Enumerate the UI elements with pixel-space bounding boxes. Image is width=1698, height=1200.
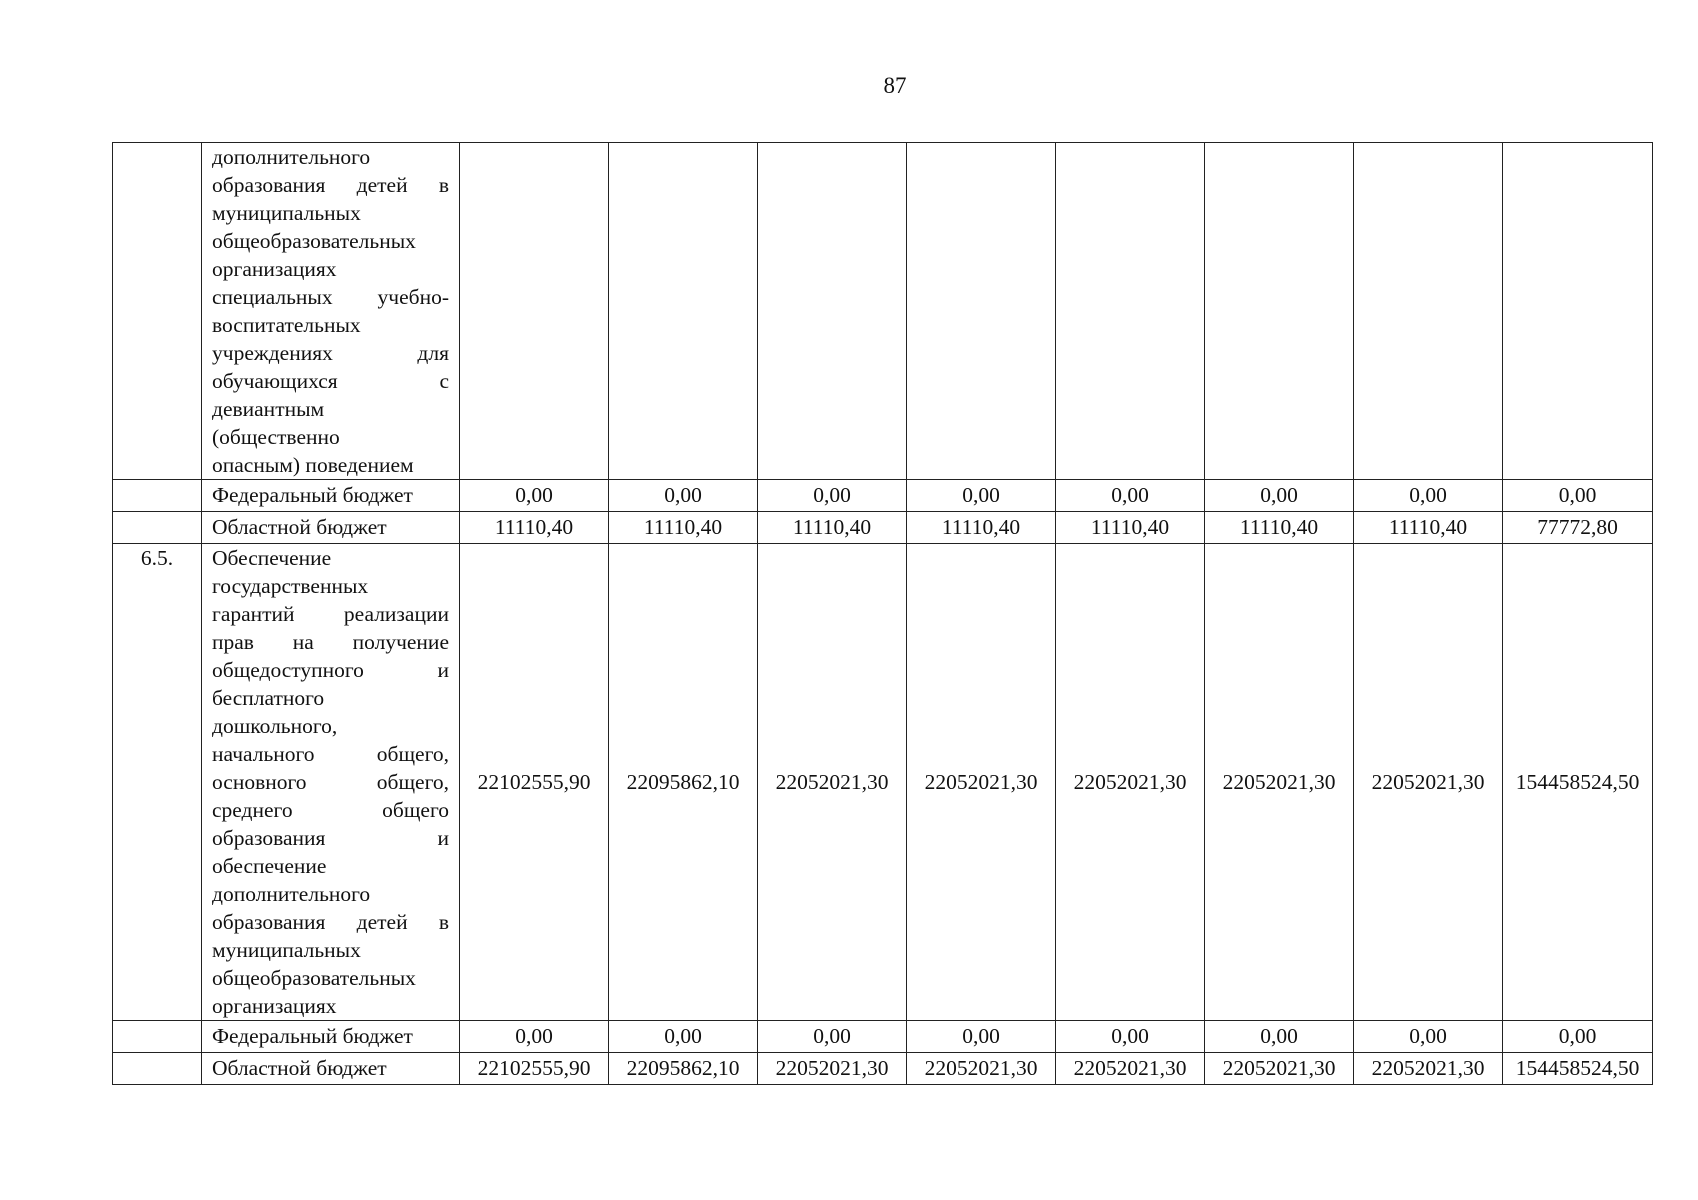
table-row-funding-source: [113, 1053, 1653, 1085]
budget-table: [112, 142, 1653, 1085]
amount-cell: 22052021,30: [907, 1053, 1056, 1085]
description-line: среднего общего: [212, 798, 449, 822]
description-text: [212, 544, 449, 1020]
amount-cell: 0,00: [609, 1021, 758, 1053]
description-line: Обеспечение: [212, 546, 332, 570]
description-text: [212, 143, 449, 479]
description-line: государственных: [212, 574, 369, 598]
description-line: опасным) поведением: [212, 453, 414, 477]
description-line: дошкольного,: [212, 714, 338, 738]
description-line: воспитательных: [212, 313, 361, 337]
amount-cell: 11110,40: [460, 512, 609, 544]
amount-cell: 22052021,30: [1354, 544, 1503, 1021]
amount-cell: 22052021,30: [907, 544, 1056, 1021]
amount-cell: [1205, 143, 1354, 480]
amount-cell: 77772,80: [1503, 512, 1653, 544]
amount-cell: 22102555,90: [460, 544, 609, 1021]
table-row-program-item: [113, 544, 1653, 1021]
amount-cell: 0,00: [907, 480, 1056, 512]
description-line: организациях: [212, 257, 337, 281]
funding-source-label: Областной бюджет: [202, 1053, 460, 1085]
amount-cell: 0,00: [1503, 480, 1653, 512]
description-line: девиантным: [212, 397, 325, 421]
item-description: [202, 544, 460, 1021]
amount-cell: [907, 143, 1056, 480]
amount-cell: 22095862,10: [609, 544, 758, 1021]
amount-cell: [460, 143, 609, 480]
amount-cell: 0,00: [758, 1021, 907, 1053]
amount-cell: 0,00: [758, 480, 907, 512]
amount-cell: 22052021,30: [758, 544, 907, 1021]
amount-cell: 11110,40: [907, 512, 1056, 544]
amount-cell: 0,00: [1503, 1021, 1653, 1053]
table-row-funding-source: [113, 480, 1653, 512]
funding-source-label: Федеральный бюджет: [202, 480, 460, 512]
item-code: [113, 143, 202, 480]
table-row-funding-source: [113, 512, 1653, 544]
amount-cell: 22052021,30: [1056, 544, 1205, 1021]
amount-cell: 22052021,30: [1205, 544, 1354, 1021]
empty-code-cell: [113, 1021, 202, 1053]
funding-source-label: Областной бюджет: [202, 512, 460, 544]
amount-cell: [609, 143, 758, 480]
description-line: муниципальных: [212, 201, 361, 225]
amount-cell: 22095862,10: [609, 1053, 758, 1085]
amount-cell: 0,00: [460, 480, 609, 512]
description-line: дополнительного: [212, 145, 371, 169]
amount-cell: 0,00: [1205, 480, 1354, 512]
description-line: начального общего,: [212, 742, 449, 766]
description-line: (общественно: [212, 425, 340, 449]
item-description: [202, 143, 460, 480]
amount-cell: 22052021,30: [1354, 1053, 1503, 1085]
amount-cell: 11110,40: [1354, 512, 1503, 544]
amount-cell: 0,00: [1056, 1021, 1205, 1053]
amount-cell: 154458524,50: [1503, 544, 1653, 1021]
description-line: образования детей в: [212, 910, 449, 934]
empty-code-cell: [113, 480, 202, 512]
amount-cell: 0,00: [907, 1021, 1056, 1053]
amount-cell: 11110,40: [1205, 512, 1354, 544]
description-line: общеобразовательных: [212, 966, 416, 990]
amount-cell: 0,00: [1205, 1021, 1354, 1053]
amount-cell: 0,00: [460, 1021, 609, 1053]
description-line: специальных учебно-: [212, 285, 449, 309]
amount-cell: 22102555,90: [460, 1053, 609, 1085]
amount-cell: 22052021,30: [758, 1053, 907, 1085]
description-line: основного общего,: [212, 770, 449, 794]
amount-cell: 0,00: [1056, 480, 1205, 512]
description-line: образования и: [212, 826, 449, 850]
empty-code-cell: [113, 512, 202, 544]
page-number: 87: [883, 73, 907, 98]
amount-cell: 22052021,30: [1205, 1053, 1354, 1085]
description-line: бесплатного: [212, 686, 325, 710]
amount-cell: [1354, 143, 1503, 480]
table-row-funding-source: [113, 1021, 1653, 1053]
amount-cell: 0,00: [609, 480, 758, 512]
description-line: обеспечение: [212, 854, 327, 878]
amount-cell: 0,00: [1354, 1021, 1503, 1053]
description-line: гарантий реализации: [212, 602, 449, 626]
amount-cell: 0,00: [1354, 480, 1503, 512]
amount-cell: [758, 143, 907, 480]
table-row-program-item: [113, 143, 1653, 480]
description-line: общедоступного и: [212, 658, 449, 682]
description-line: муниципальных: [212, 938, 361, 962]
amount-cell: [1056, 143, 1205, 480]
amount-cell: [1503, 143, 1653, 480]
description-line: дополнительного: [212, 882, 371, 906]
table-body: [113, 143, 1653, 1085]
funding-source-label: Федеральный бюджет: [202, 1021, 460, 1053]
amount-cell: 154458524,50: [1503, 1053, 1653, 1085]
description-line: учреждениях для: [212, 341, 449, 365]
description-line: обучающихся с: [212, 369, 449, 393]
amount-cell: 22052021,30: [1056, 1053, 1205, 1085]
empty-code-cell: [113, 1053, 202, 1085]
description-line: общеобразовательных: [212, 229, 416, 253]
amount-cell: 11110,40: [758, 512, 907, 544]
description-line: прав на получение: [212, 630, 449, 654]
amount-cell: 11110,40: [609, 512, 758, 544]
item-code: 6.5.: [113, 544, 202, 1021]
description-line: организациях: [212, 994, 337, 1018]
amount-cell: 11110,40: [1056, 512, 1205, 544]
description-line: образования детей в: [212, 173, 449, 197]
